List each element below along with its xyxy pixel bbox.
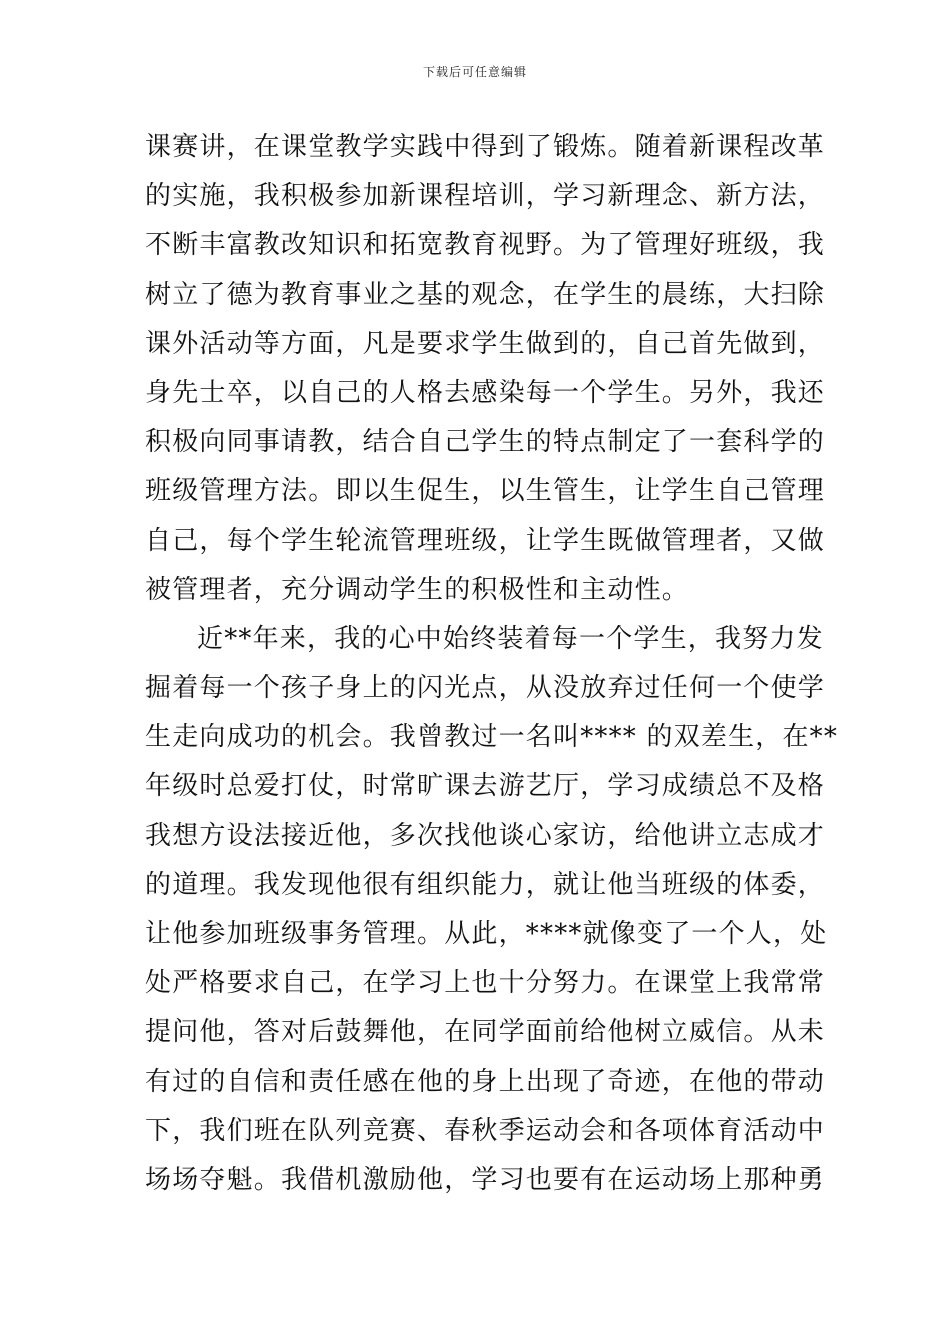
text-line: 自己，每个学生轮流管理班级，让学生既做管理者，又做: [145, 525, 826, 556]
text-line: 身先士卒，以自己的人格去感染每一个学生。另外，我还: [145, 377, 826, 408]
text-line: 我想方设法接近他，多次找他谈心家访，给他讲立志成才: [145, 820, 826, 851]
text-line: 场场夺魁。我借机激励他，学习也要有在运动场上那种勇: [145, 1164, 826, 1195]
page-header: 下载后可任意编辑: [422, 65, 527, 79]
text-line: 下，我们班在队列竞赛、春秋季运动会和各项体育活动中: [145, 1115, 826, 1146]
document-body: [145, 123, 839, 1205]
text-line: 生走向成功的机会。我曾教过一名叫**** 的双差生，在**: [145, 722, 839, 753]
text-line: 近**年来，我的心中始终装着每一个学生，我努力发: [197, 623, 824, 654]
text-line: 掘着每一个孩子身上的闪光点，从没放弃过任何一个使学: [145, 673, 826, 704]
text-line: 提问他，答对后鼓舞他，在同学面前给他树立威信。从未: [145, 1017, 826, 1048]
text-line: 课赛讲，在课堂教学实践中得到了锻炼。随着新课程改革: [145, 132, 826, 162]
text-line: 树立了德为教育事业之基的观念，在学生的晨练，大扫除: [145, 279, 826, 310]
text-line: 有过的自信和责任感在他的身上出现了奇迹，在他的带动: [145, 1066, 826, 1097]
text-line: 班级管理方法。即以生促生，以生管生，让学生自己管理: [145, 476, 826, 507]
text-line: 不断丰富教改知识和拓宽教育视野。为了管理好班级，我: [145, 230, 826, 261]
paragraph: [145, 123, 826, 615]
text-line: 积极向同事请教，结合自己学生的特点制定了一套科学的: [145, 427, 826, 458]
text-line: 的实施，我积极参加新课程培训，学习新理念、新方法，: [145, 181, 826, 212]
text-line: 让他参加班级事务管理。从此，****就像变了一个人，处: [145, 919, 828, 949]
text-line: 被管理者，充分调动学生的积极性和主动性。: [145, 574, 690, 605]
text-line: 的道理。我发现他很有组织能力，就让他当班级的体委，: [145, 869, 826, 900]
text-line: 处严格要求自己，在学习上也十分努力。在课堂上我常常: [145, 968, 826, 999]
paragraph: [145, 615, 839, 1205]
text-line: 课外活动等方面，凡是要求学生做到的，自己首先做到，: [145, 328, 826, 359]
text-line: 年级时总爱打仗，时常旷课去游艺厅，学习成绩总不及格: [145, 771, 826, 802]
